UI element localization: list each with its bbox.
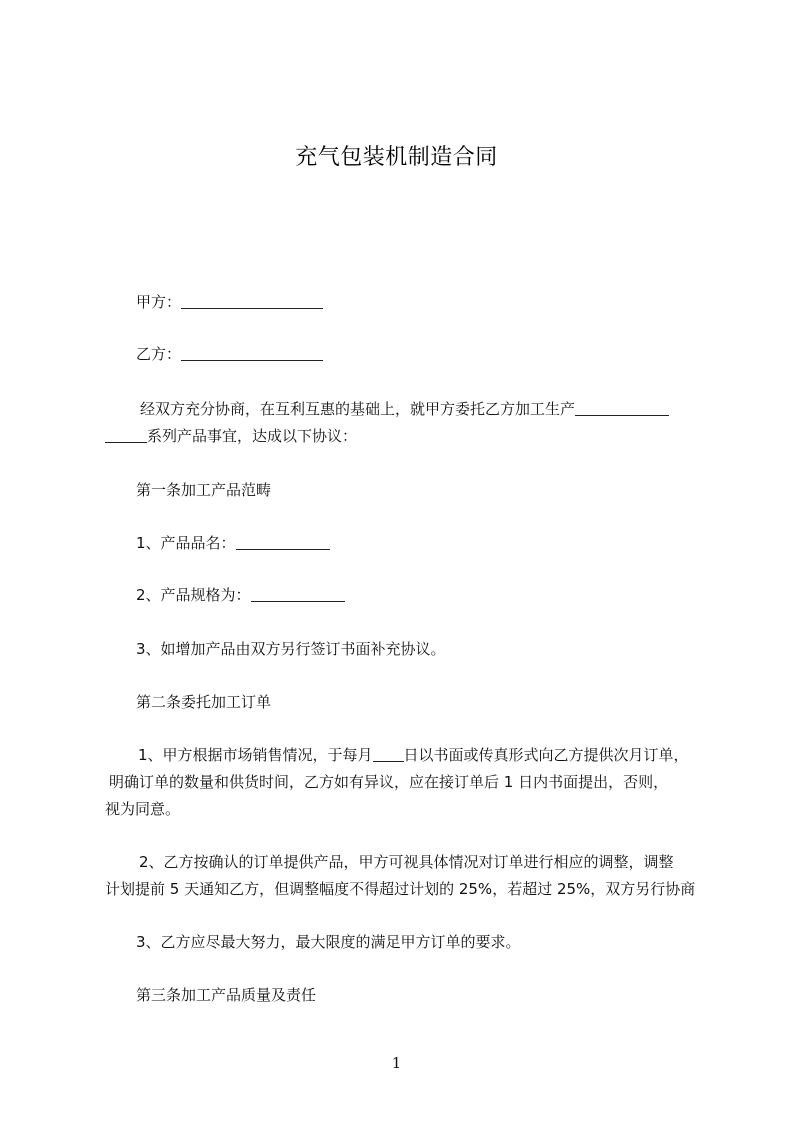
article-3-title: 第三条加工产品质量及责任 xyxy=(136,986,317,1004)
article-2-item-2-line-1: 2、乙方按确认的订单提供产品，甲方可视具体情况对订单进行相应的调整，调整 xyxy=(139,853,674,871)
order-text-b: 日以书面或传真形式向乙方提供次月订单， xyxy=(403,746,689,764)
party-b-line xyxy=(136,344,323,364)
document-title: 充气包装机制造合同 xyxy=(295,145,498,170)
product-name-blank xyxy=(236,535,330,550)
intro-text-1: 经双方充分协商，在互利互惠的基础上，就甲方委托乙方加工生产 xyxy=(140,400,576,418)
product-spec-label: 2、产品规格为： xyxy=(136,586,251,604)
order-text-a: 1、甲方根据市场销售情况，于每月 xyxy=(138,746,373,764)
party-b-label: 乙方： xyxy=(136,345,182,363)
article-1-item-3: 3、如增加产品由双方另行签订书面补充协议。 xyxy=(136,640,446,658)
party-a-label: 甲方： xyxy=(136,293,182,311)
article-1-item-1 xyxy=(136,533,330,553)
article-2-item-1-line-2: 明确订单的数量和供货时间，乙方如有异议，应在接订单后 1 日内书面提出，否则， xyxy=(109,773,669,791)
product-name-label: 1、产品品名： xyxy=(136,534,236,552)
party-a-line xyxy=(136,292,323,312)
intro-blank-1 xyxy=(575,401,669,416)
party-a-blank xyxy=(181,294,323,309)
intro-text-2: 系列产品事宜，达成以下协议： xyxy=(147,427,358,445)
article-2-item-1-line-3: 视为同意。 xyxy=(105,800,181,818)
article-1-item-2 xyxy=(136,585,345,605)
product-spec-blank xyxy=(251,587,345,602)
article-2-item-2-line-2: 计划提前 5 天通知乙方，但调整幅度不得超过计划的 25%，若超过 25%，双方另行协商 xyxy=(105,880,696,898)
order-day-blank xyxy=(373,747,404,762)
article-1-title: 第一条加工产品范畴 xyxy=(136,481,272,499)
article-2-item-3: 3、乙方应尽最大努力，最大限度的满足甲方订单的要求。 xyxy=(136,933,521,951)
page-number: 1 xyxy=(391,1054,402,1072)
intro-line-2 xyxy=(105,426,357,446)
party-b-blank xyxy=(181,346,323,361)
intro-line-1 xyxy=(140,399,669,419)
intro-blank-2 xyxy=(105,428,147,443)
article-2-title: 第二条委托加工订单 xyxy=(136,693,272,711)
article-2-item-1-line-1 xyxy=(138,745,689,765)
